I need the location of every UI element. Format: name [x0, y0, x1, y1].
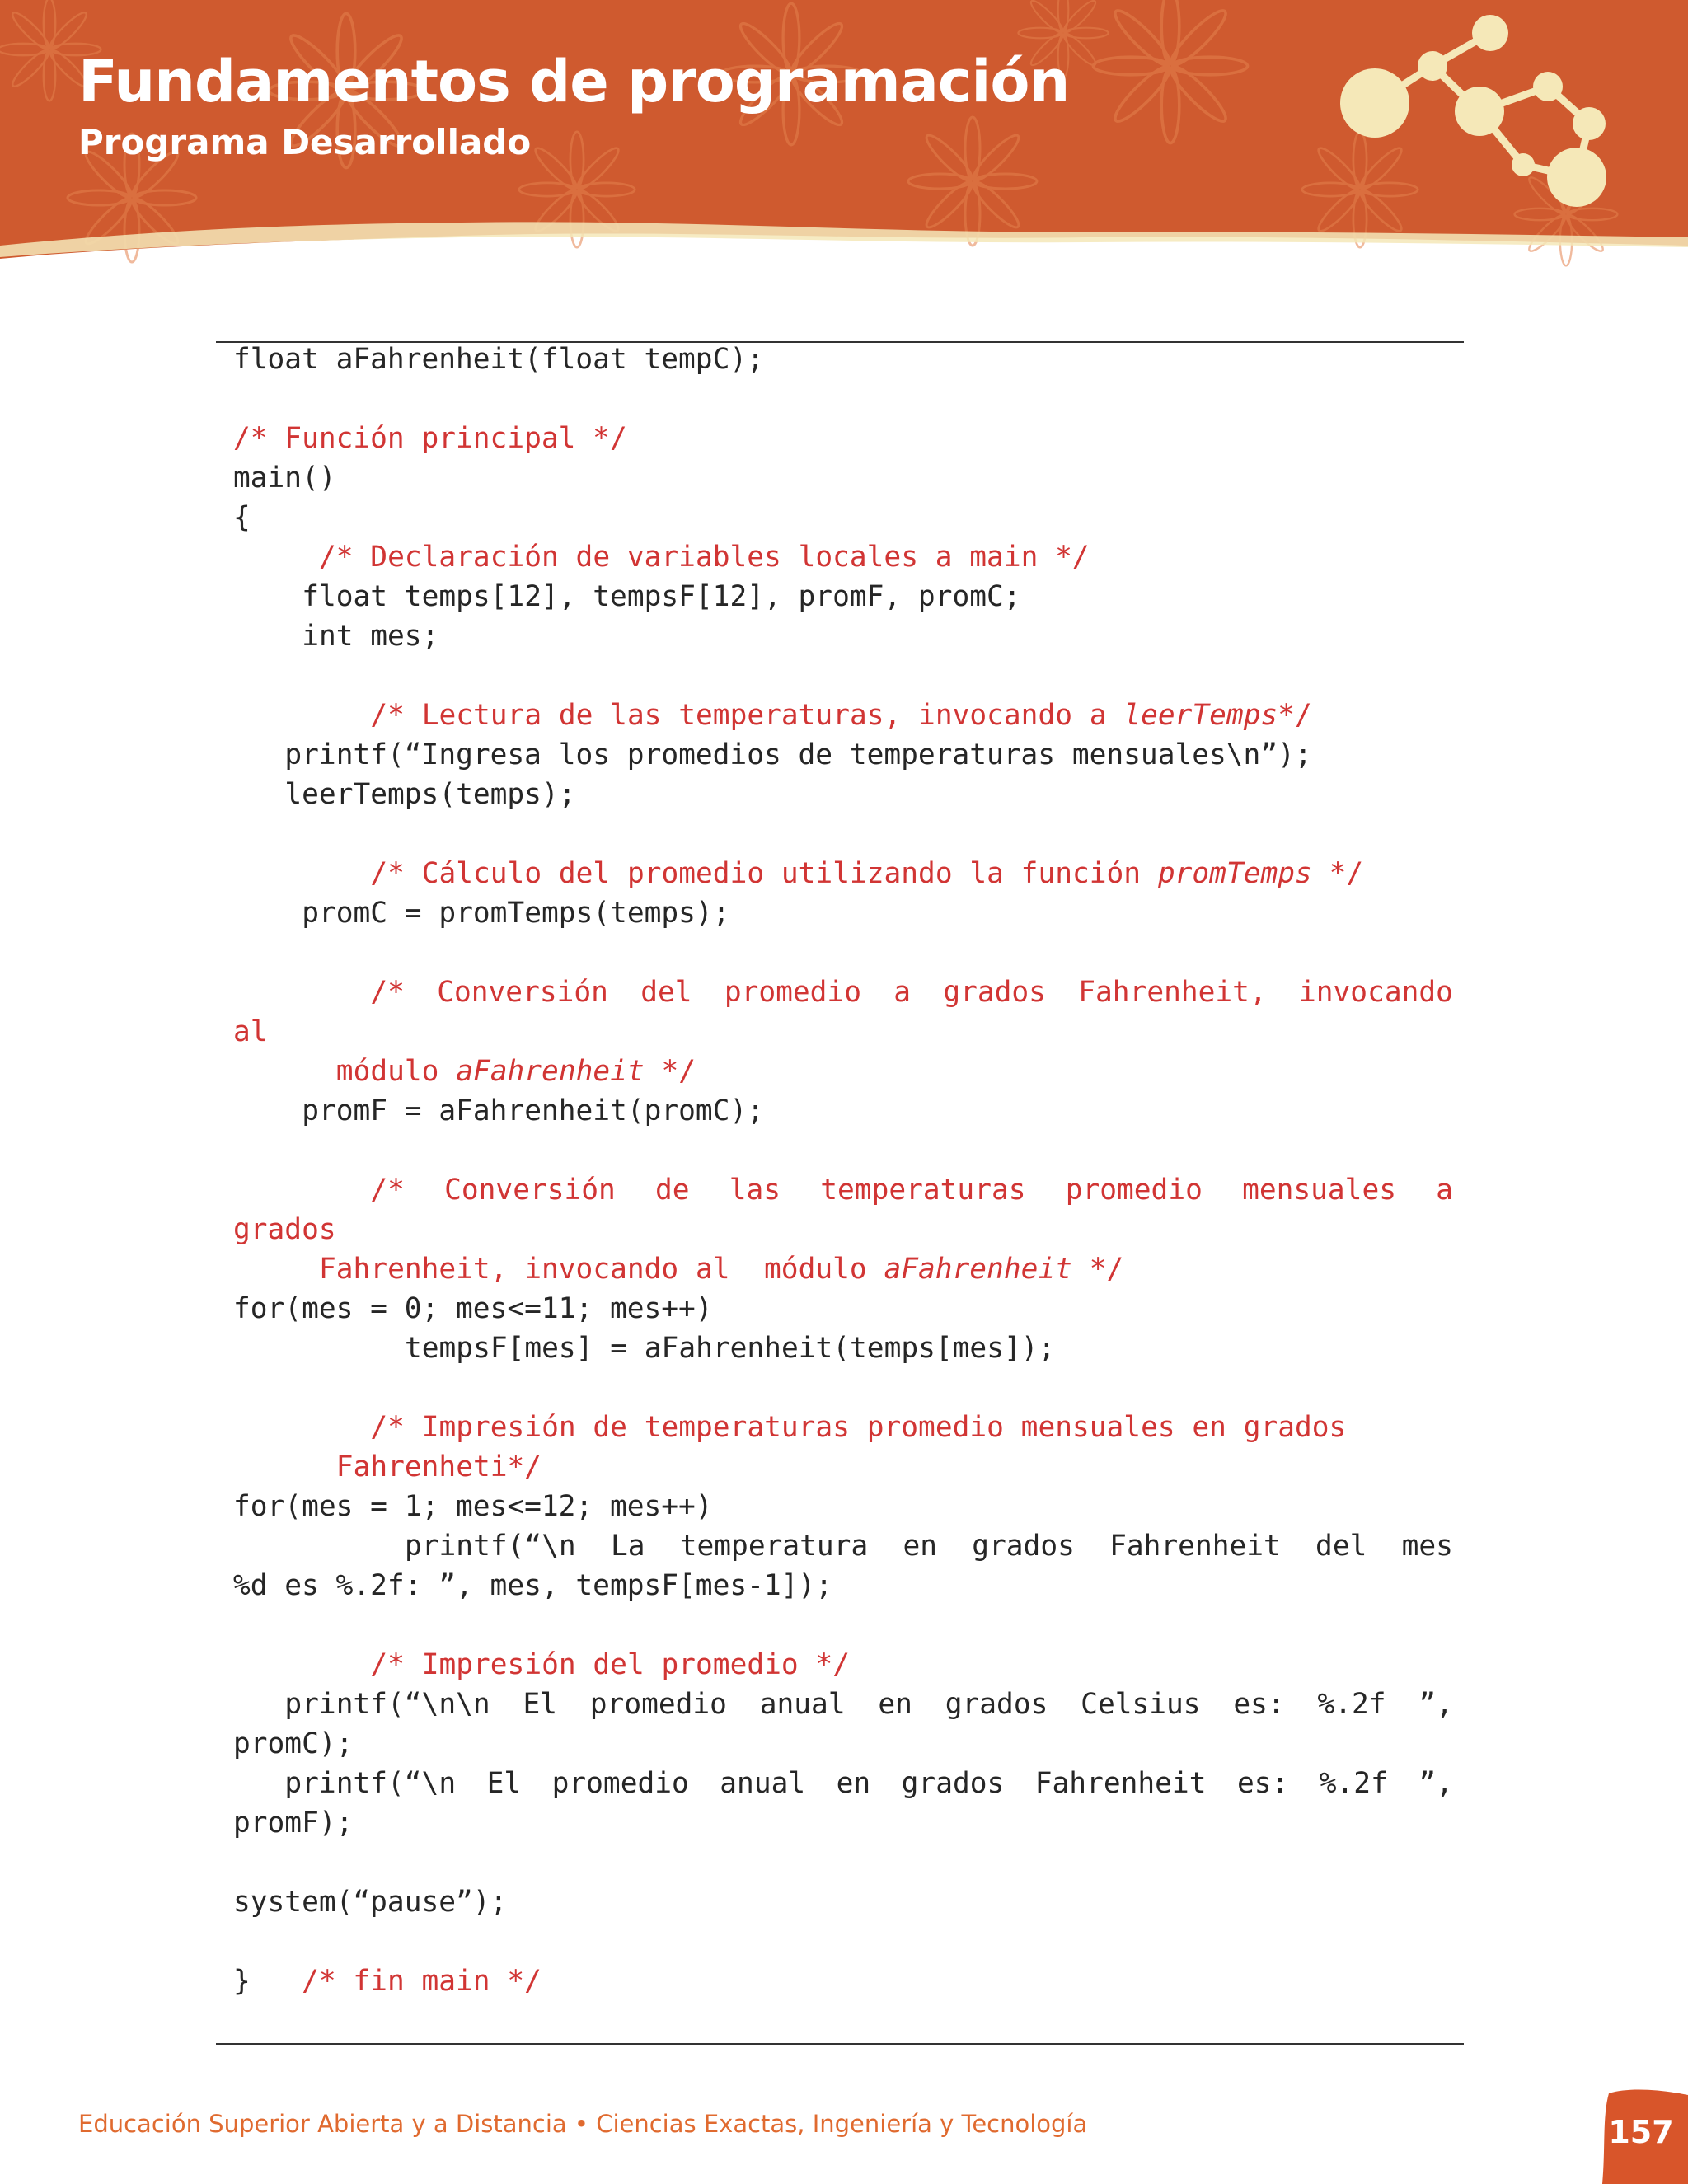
code-text: mes: [1401, 1530, 1453, 1563]
code-text: }: [233, 1965, 302, 1998]
code-comment: a: [1436, 1174, 1453, 1207]
code-line: [233, 775, 1453, 814]
page-title: Fundamentos de programación: [78, 48, 1070, 115]
code-blank-line: [233, 1131, 1453, 1170]
code-blank-line: [233, 814, 1453, 854]
code-comment: temperaturas: [820, 1174, 1026, 1207]
code-line: [233, 498, 1453, 537]
code-line: [233, 972, 1453, 1012]
code-comment: */: [1278, 699, 1312, 732]
code-text: promedio: [589, 1688, 727, 1721]
code-line: [233, 1961, 1453, 2001]
code-blank-line: [233, 1843, 1453, 1882]
code-comment: mensuales: [1242, 1174, 1396, 1207]
code-line: [233, 1724, 1453, 1764]
code-text: for(mes = 1; mes<=12; mes++): [233, 1490, 713, 1523]
code-listing: [233, 340, 1453, 2001]
code-comment: Fahrenheti*/: [335, 1451, 542, 1483]
code-comment: /* fin main */: [302, 1965, 542, 1998]
code-comment: */: [644, 1055, 696, 1088]
code-blank-line: [233, 1605, 1453, 1645]
code-comment: /*: [370, 976, 405, 1009]
code-text: Fahrenheit: [1109, 1530, 1281, 1563]
code-comment: grados: [233, 1213, 336, 1246]
code-line: [233, 1210, 1453, 1249]
code-text: printf(“Ingresa los promedios de temperaturas mensuales\n”);: [284, 738, 1312, 771]
code-text: es:: [1233, 1688, 1285, 1721]
code-text: promF = aFahrenheit(promC);: [302, 1094, 764, 1127]
header-banner: [0, 0, 1688, 280]
code-comment: promTemps: [1157, 857, 1312, 890]
code-text: en: [878, 1688, 912, 1721]
code-comment: aFahrenheit: [884, 1253, 1072, 1286]
code-line: [233, 616, 1453, 656]
code-line: [233, 340, 1453, 379]
code-line: [233, 1447, 1453, 1487]
code-line: [233, 1566, 1453, 1605]
code-text: temperatura: [679, 1530, 869, 1563]
code-text: en: [903, 1530, 937, 1563]
code-text: %.2f: [1319, 1767, 1388, 1800]
code-text: {: [233, 501, 251, 534]
code-comment: promedio: [1065, 1174, 1203, 1207]
code-comment: al: [233, 1015, 268, 1048]
footer-text: Educación Superior Abierta y a Distancia • Ciencias Exactas, Ingeniería y Tecnología: [78, 2110, 1088, 2138]
code-line: [233, 1526, 1453, 1566]
code-comment: grados: [943, 976, 1046, 1009]
code-line: [233, 1249, 1453, 1289]
code-text: ”,: [1418, 1688, 1453, 1721]
code-text: tempsF[mes] = aFahrenheit(temps[mes]);: [405, 1332, 1056, 1365]
molecule-icon: [1276, 0, 1688, 247]
code-text: printf(“\n\n: [284, 1688, 490, 1721]
code-line: [233, 1012, 1453, 1052]
code-block-bottom-rule: [216, 2043, 1464, 2045]
code-text: promC);: [233, 1727, 354, 1760]
code-comment: /* Impresión de temperaturas promedio mensuales en grados: [370, 1411, 1347, 1444]
code-blank-line: [233, 933, 1453, 972]
code-comment: /* Función principal */: [233, 422, 627, 455]
code-line: [233, 735, 1453, 775]
code-text: El: [523, 1688, 557, 1721]
code-line: [233, 1052, 1453, 1091]
code-comment: las: [729, 1174, 781, 1207]
code-text: grados: [972, 1530, 1075, 1563]
code-text: La: [610, 1530, 645, 1563]
code-comment: Fahrenheit, invocando al módulo: [319, 1253, 884, 1286]
code-text: es:: [1236, 1767, 1289, 1800]
code-line: [233, 1645, 1453, 1685]
code-text: main(): [233, 462, 336, 494]
code-comment: de: [655, 1174, 690, 1207]
code-text: %d es %.2f: ”, mes, tempsF[mes-1]);: [233, 1569, 832, 1602]
code-comment: módulo: [335, 1055, 457, 1088]
code-comment: promedio: [724, 976, 861, 1009]
code-line: [233, 1882, 1453, 1922]
code-text: float temps[12], tempsF[12], promF, promC;: [302, 580, 1021, 613]
code-comment: Fahrenheit,: [1078, 976, 1267, 1009]
code-line: [233, 854, 1453, 893]
code-text: printf(“\n: [284, 1767, 457, 1800]
code-line: [233, 577, 1453, 616]
code-line: [233, 1764, 1453, 1803]
code-blank-line: [233, 1922, 1453, 1961]
page-number: 157: [1608, 2114, 1674, 2150]
code-text: float aFahrenheit(float tempC);: [233, 343, 764, 376]
code-text: Celsius: [1081, 1688, 1201, 1721]
code-line: [233, 458, 1453, 498]
code-text: grados: [945, 1688, 1048, 1721]
code-line: [233, 893, 1453, 933]
code-line: [233, 1170, 1453, 1210]
code-text: int mes;: [302, 620, 439, 653]
code-text: en: [836, 1767, 871, 1800]
code-comment: */: [1071, 1253, 1124, 1286]
code-comment: leerTemps: [1123, 699, 1278, 732]
code-line: [233, 696, 1453, 735]
code-text: grados: [901, 1767, 1005, 1800]
code-comment: a: [893, 976, 912, 1009]
code-blank-line: [233, 656, 1453, 696]
code-blank-line: [233, 1368, 1453, 1408]
code-blank-line: [233, 379, 1453, 419]
code-text: ”,: [1418, 1767, 1453, 1800]
code-text: %.2f: [1317, 1688, 1386, 1721]
code-line: [233, 1408, 1453, 1447]
code-comment: /* Impresión del promedio */: [370, 1648, 850, 1681]
code-text: del: [1315, 1530, 1367, 1563]
code-comment: Conversión: [444, 1174, 616, 1207]
code-comment: invocando: [1299, 976, 1453, 1009]
code-text: anual: [720, 1767, 806, 1800]
code-text: Fahrenheit: [1034, 1767, 1207, 1800]
code-line: [233, 1803, 1453, 1843]
code-line: [233, 1487, 1453, 1526]
code-comment: /*: [370, 1174, 405, 1207]
code-comment: */: [1311, 857, 1364, 890]
code-text: system(“pause”);: [233, 1886, 508, 1919]
code-comment: Conversión: [437, 976, 608, 1009]
code-text: anual: [759, 1688, 846, 1721]
code-line: [233, 1091, 1453, 1131]
code-text: leerTemps(temps);: [284, 778, 576, 811]
code-text: promF);: [233, 1807, 354, 1840]
page-subtitle: Programa Desarrollado: [78, 122, 532, 162]
code-line: [233, 1329, 1453, 1368]
code-comment: del: [640, 976, 692, 1009]
code-text: promC = promTemps(temps);: [302, 897, 730, 930]
code-comment: aFahrenheit: [456, 1055, 645, 1088]
code-line: [233, 1685, 1453, 1724]
code-line: [233, 419, 1453, 458]
code-text: El: [486, 1767, 522, 1800]
code-comment: /* Declaración de variables locales a main */: [319, 541, 1090, 574]
code-comment: /* Lectura de las temperaturas, invocando a: [370, 699, 1124, 732]
code-line: [233, 537, 1453, 577]
code-text: printf(“\n: [405, 1530, 576, 1563]
code-comment: /* Cálculo del promedio utilizando la función: [370, 857, 1158, 890]
code-text: promedio: [551, 1767, 689, 1800]
code-line: [233, 1289, 1453, 1329]
code-text: for(mes = 0; mes<=11; mes++): [233, 1292, 713, 1325]
